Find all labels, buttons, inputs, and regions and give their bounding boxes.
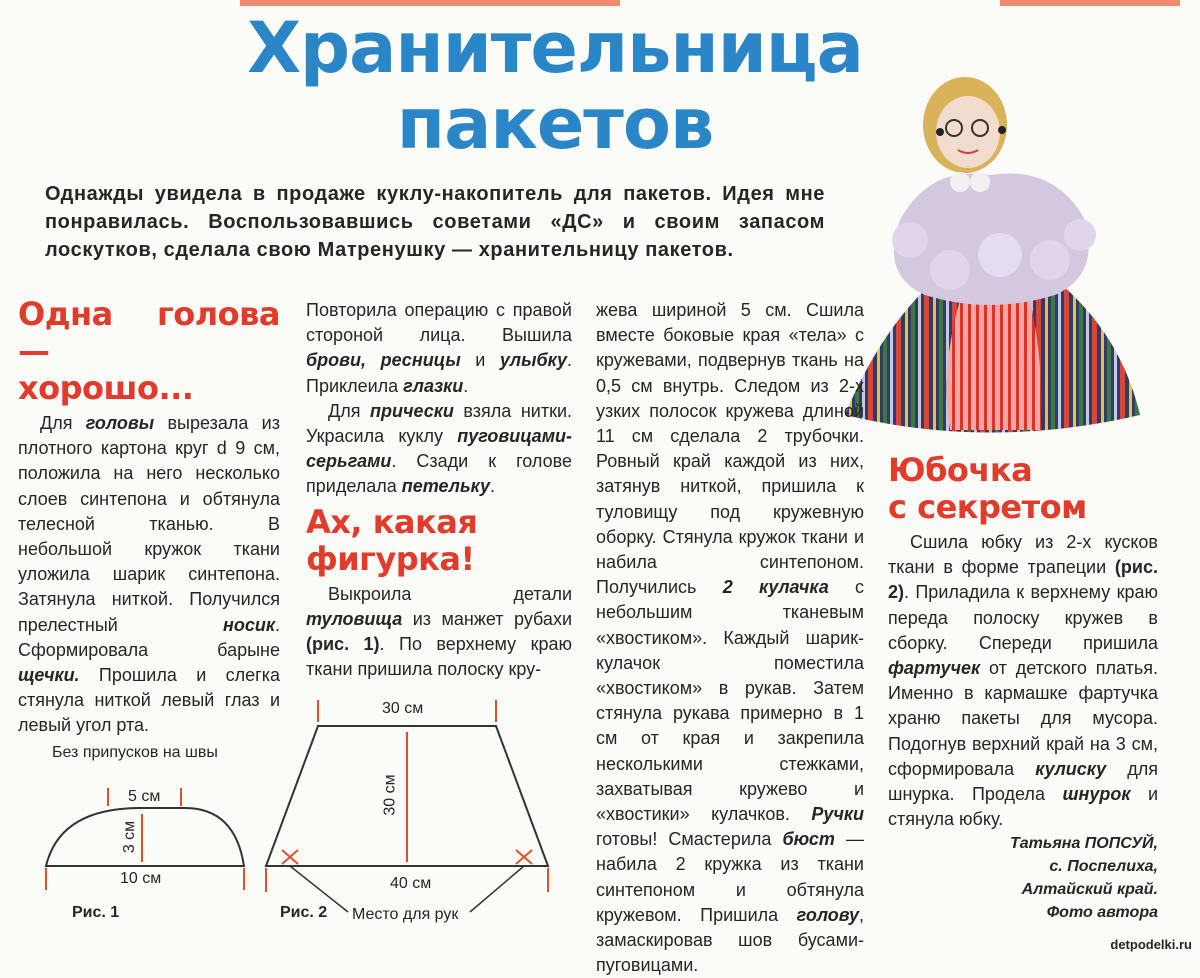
text: . (490, 476, 496, 497)
top-decor-line-right (1000, 0, 1180, 6)
emph-text: 2 кулачка (722, 577, 829, 598)
emph-text: щечки. (18, 665, 80, 686)
emph-text: кулиску (1035, 758, 1107, 779)
text: . Приклеила (306, 350, 572, 396)
emph-text: глазки (403, 375, 464, 396)
heading-one-line-1: Одна голова — (18, 295, 280, 370)
text: Сшила юбку из 2-х кусков ткани в форме трапеции (888, 532, 1158, 578)
text: Для (328, 400, 370, 421)
text: вырезала из плотного картона круг d 9 см, положила на него несколько слоев синтепона и обтянула телесной тканью. В небольшой кружок ткани уложила шарик синтепона. Затянула ниткой. Получился прелестный (18, 413, 280, 635)
text: . (463, 375, 469, 396)
text: — набила 2 кружка из ткани синтепоном и обтянула кружевом. Пришила (596, 829, 864, 925)
author-name: Татьяна ПОПСУЙ, (1009, 835, 1158, 852)
heading-skirt (888, 452, 1158, 526)
fig1-caption: Рис. 1 (72, 904, 120, 921)
fig2-arm-pointer-right (470, 866, 524, 912)
emph-text: носик (222, 614, 275, 635)
heading-one-line-2: хорошо... (18, 369, 194, 407)
text: , замаскировав шов бусами-пуговицами. (596, 904, 864, 976)
column-3 (596, 298, 864, 978)
doll-photo (840, 70, 1160, 450)
text: Прошила и слегка стянула ниткой левый глаз и левый угол рта. (18, 665, 280, 736)
text: Выкроила детали (328, 583, 572, 604)
figure-ref: (рис. 1) (306, 634, 380, 655)
heading-figure-line-2: фигурка! (306, 539, 475, 578)
fig2-arm-mark-left (282, 850, 298, 864)
fig2-arm-mark-right (516, 850, 532, 864)
text: готовы! Смастерила (596, 829, 783, 850)
emph-text: туловища (306, 608, 403, 629)
text: и (460, 350, 500, 371)
text: . Сформировала барыне (18, 614, 280, 660)
pattern-diagrams (0, 0, 600, 956)
author-region: Алтайский край. (1021, 881, 1158, 898)
emph-text: голову (796, 904, 859, 925)
text: Повторила операцию с правой стороной лица. Вышила (306, 300, 572, 346)
emph-text: головы (85, 413, 155, 433)
author-signature (880, 832, 1158, 924)
title-line-1: Хранительница (247, 7, 863, 89)
emph-text: Ручки (811, 804, 864, 825)
fig2-arms-label: Место для рук (352, 906, 459, 923)
photo-credit: Фото автора (1046, 904, 1158, 921)
emph-text: петельку (401, 476, 491, 497)
author-village: с. Поспелиха, (1049, 858, 1158, 875)
site-credit: detpodelki.ru (1110, 937, 1192, 952)
text: взяла нитки. Украсила куклу (306, 400, 572, 447)
text: от детского платья. Именно в кармашке фартучка храню пакеты для мусора. Подогнув верхний край на 3 см, сформировала (888, 658, 1158, 779)
emph-text: прически (370, 400, 454, 421)
fig1-bottom-label: 10 см (120, 870, 162, 887)
text: . Сзади к голове приделала (306, 451, 572, 497)
text: . Приладила к верхнему краю переда полоску кружев в сборку. Спереди пришила (888, 582, 1158, 653)
text: с небольшим тканевым «хвостиком». Каждый шарик-кулачок поместила «хвостиком» в рукав. Затем стянула рукава примерно в 1 см от края и закрепила несколькими стежками, захватывая кружево и «хвостики» кулачков. (596, 577, 864, 825)
fig1-shape (46, 808, 244, 866)
column-4 (888, 452, 1158, 832)
text: жева шириной 5 см. Сшила вместе боковые края «тела» с кружевами, подвернув ткань на 0,5 см внутрь. Следом из 2-х узких полосок кружева длиной 11 см сделала 2 трубочки. Ровный край каждой из них, затянув ниткой, пришила к туловищу под кружевную оборку. Стянула кружок ткани и набила синтепоном. Получились (596, 300, 864, 598)
text: Для (40, 413, 86, 433)
fig2-bottom-label: 40 см (390, 875, 432, 892)
fig2-height-label: 30 см (381, 774, 399, 816)
emph-text: шнурок (1062, 784, 1131, 805)
text: для шнурка. Продела (888, 758, 1158, 805)
intro-paragraph: Однажды увидела в продаже куклу-накопитель для пакетов. Идея мне понравилась. Воспользовавшись советами «ДС» и своим запасом лоскутков, сделала свою Матренушку — хранительницу пакетов. (45, 183, 825, 261)
heading-skirt-line-1: Юбочка (888, 451, 1033, 489)
text: . По верхнему краю ткани пришила полоску кру- (306, 634, 572, 680)
emph-text: брови, ресницы (306, 350, 461, 371)
emph-text: фартучек (888, 658, 981, 679)
title-line-2: пакетов (396, 83, 714, 165)
fig2-caption: Рис. 2 (280, 904, 328, 921)
figure-ref: (рис. 2) (888, 557, 1158, 603)
emph-text: бюст (782, 829, 835, 850)
emph-text: улыбку (499, 350, 567, 371)
col3-paragraph (596, 298, 864, 978)
text: и стянула юбку. (888, 784, 1158, 830)
fig1-top-label: 5 см (128, 788, 161, 805)
heading-figure-line-1: Ах, какая (306, 502, 478, 541)
fig2-top-label: 30 см (382, 700, 424, 717)
fig1-height-label: 3 см (121, 820, 139, 854)
heading-skirt-line-2: с секретом (888, 488, 1087, 526)
text: из манжет рубахи (402, 608, 572, 629)
emph-text: пуговицами-серьгами (306, 426, 572, 472)
col4-paragraph (888, 530, 1158, 832)
diagram-note: Без припусков на швы (52, 744, 218, 761)
